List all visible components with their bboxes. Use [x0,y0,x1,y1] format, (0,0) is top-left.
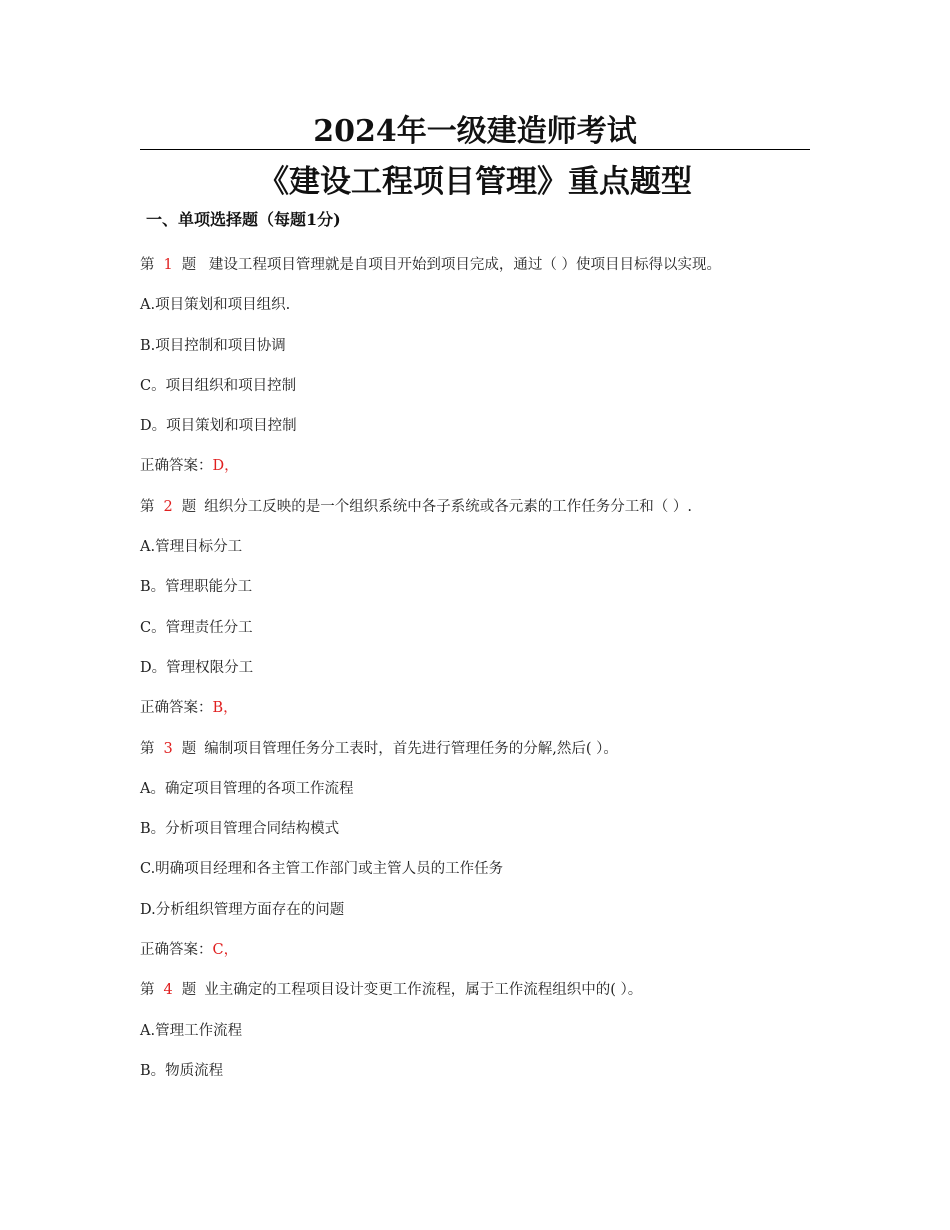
answer-value: B， [212,700,238,717]
answer-label: 正确答案： [140,700,213,717]
question-suffix: 题 [181,740,197,757]
doc-title: 2024年一级建造师考试 [313,114,637,149]
question-number: 1 [163,257,173,273]
answer-line [140,455,840,495]
option-b: B。物质流程 [140,1062,224,1079]
option-a: A.管理目标分工 [140,539,243,556]
question-text: 编制项目管理任务分工表时，首先进行管理任务的分解,然后( ）。 [204,740,618,757]
question-stem [140,496,840,536]
question-stem [140,738,840,778]
doc-subtitle: 《建设工程项目管理》重点题型 [258,164,692,200]
option-a: A.项目策划和项目组织. [140,297,291,314]
section-heading: 一、单项选择题（每题1分) [146,210,341,229]
title-divider [140,149,810,150]
option-c: C.明确项目经理和各主管工作部门或主管人员的工作任务 [140,861,504,878]
answer-value: C， [212,942,239,959]
option-d: D。项目策划和项目控制 [140,418,297,435]
answer-label: 正确答案： [140,458,213,475]
question-prefix: 第 [140,498,155,515]
option-b: B。分析项目管理合同结构模式 [140,821,340,838]
question-stem [140,254,840,294]
question-text: 建设工程项目管理就是自项目开始到项目完成，通过（ ）使项目目标得以实现。 [204,257,721,273]
question-prefix: 第 [140,257,155,273]
option-b: B。管理职能分工 [140,579,253,596]
option-b: B.项目控制和项目协调 [140,337,286,354]
option-a: A.管理工作流程 [140,1022,243,1039]
question-number: 3 [163,740,173,757]
question-text: 业主确定的工程项目设计变更工作流程，属于工作流程组织中的( ）。 [204,982,643,999]
answer-line [140,939,840,979]
option-d: D。管理权限分工 [140,659,254,676]
question-suffix: 题 [181,257,197,273]
answer-label: 正确答案： [140,942,213,959]
question-text: 组织分工反映的是一个组织系统中各子系统或各元素的工作任务分工和（ ）. [204,498,692,515]
answer-line [140,697,840,737]
question-list [140,254,840,1100]
question-prefix: 第 [140,740,155,757]
question-stem [140,979,840,1019]
question-suffix: 题 [181,498,197,515]
question-suffix: 题 [181,982,197,999]
question-number: 2 [163,498,173,515]
option-d: D.分析组织管理方面存在的问题 [140,901,345,918]
answer-value: D， [212,458,239,475]
option-c: C。项目组织和项目控制 [140,377,297,394]
question-number: 4 [163,982,173,999]
option-c: C。管理责任分工 [140,619,253,636]
question-prefix: 第 [140,982,155,999]
option-a: A。确定项目管理的各项工作流程 [140,780,354,797]
